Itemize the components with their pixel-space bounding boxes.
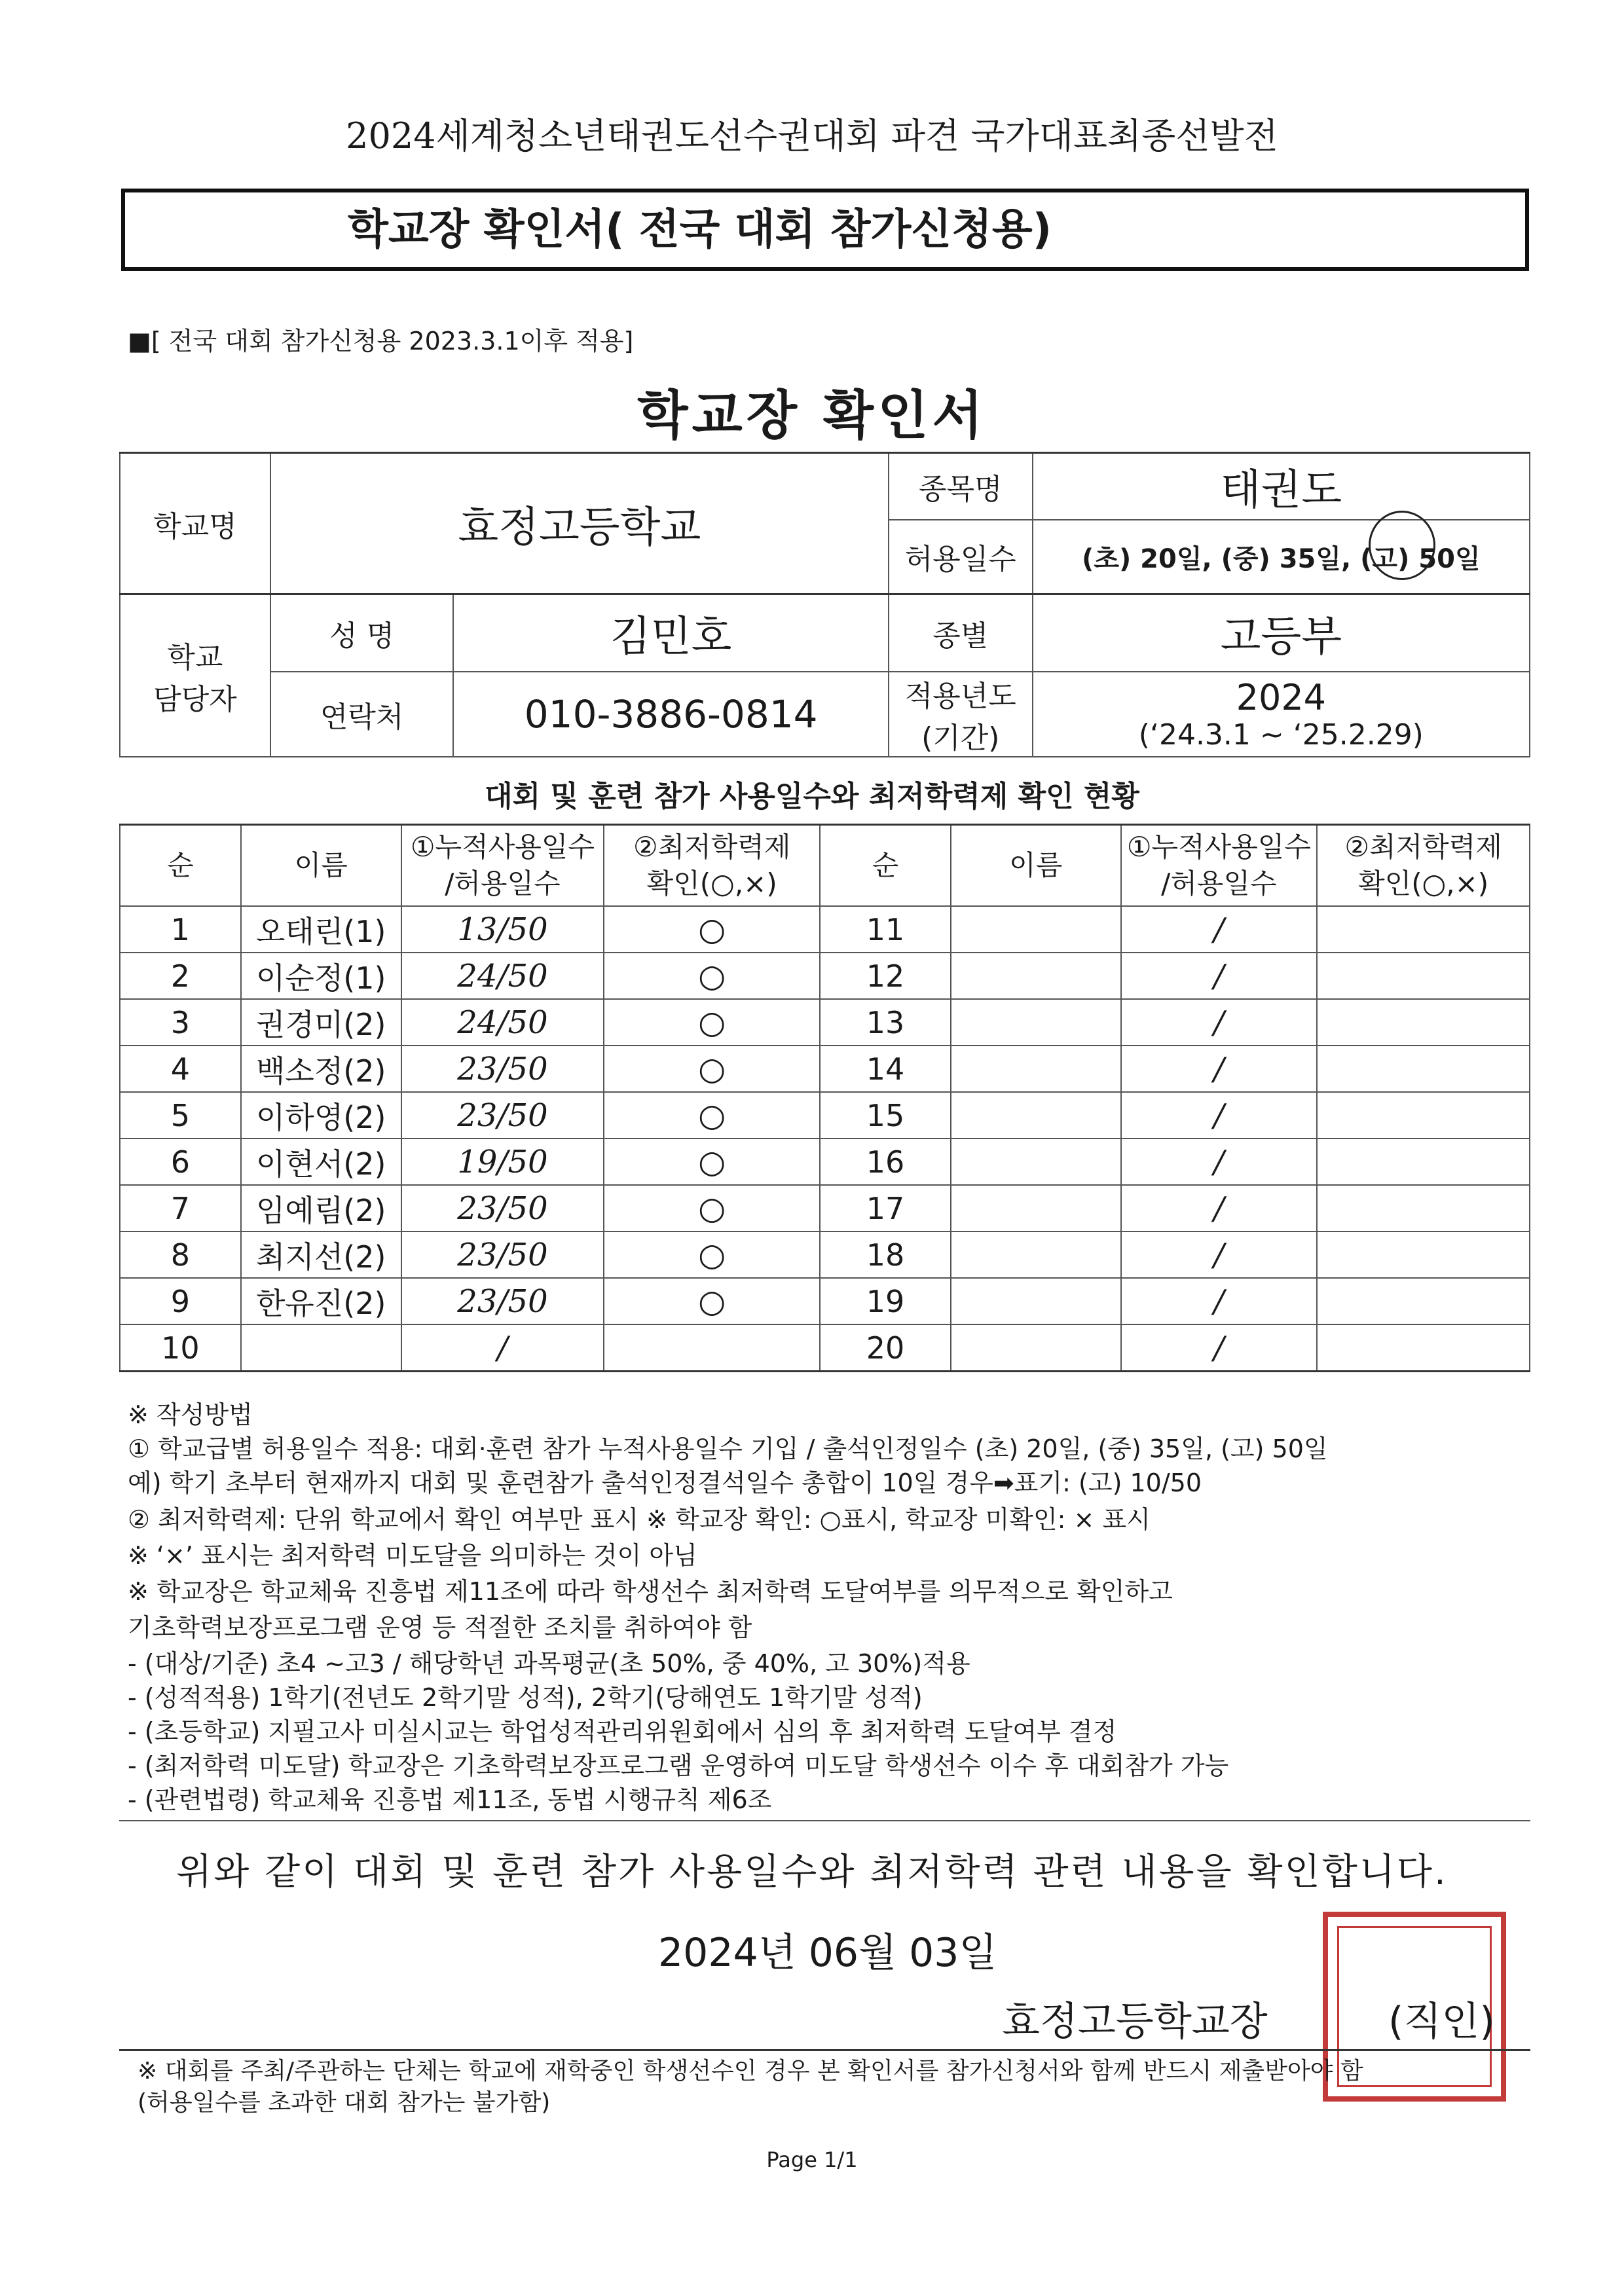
cell-no: 13 bbox=[820, 999, 951, 1046]
participant-table bbox=[119, 824, 1530, 1372]
school-name: 효정고등학교 bbox=[270, 453, 889, 594]
instruction-line: - (초등학교) 지필고사 미실시교는 학업성적관리위원회에서 심의 후 최저학력 도달여부 결정 bbox=[128, 1717, 1117, 1746]
cell-no: 3 bbox=[120, 999, 241, 1046]
cell-no: 9 bbox=[120, 1278, 241, 1324]
cell-days: / bbox=[1121, 1046, 1318, 1092]
header-check: ②최저학력제 확인(○,×) bbox=[604, 825, 820, 907]
cell-days: 13/50 bbox=[401, 906, 604, 953]
cell-no: 6 bbox=[120, 1139, 241, 1185]
issue-date: 2024년 06월 03일 bbox=[658, 1930, 997, 1976]
table-row bbox=[120, 953, 1530, 999]
table-row bbox=[120, 906, 1530, 953]
contact-label: 연락처 bbox=[270, 672, 454, 757]
cell-days: 23/50 bbox=[401, 1046, 604, 1092]
division-label: 종별 bbox=[889, 594, 1033, 672]
page-number: Page 1/1 bbox=[766, 2147, 858, 2172]
header-no-right: 순 bbox=[820, 825, 951, 907]
cell-check bbox=[604, 1324, 820, 1372]
cell-check: ○ bbox=[604, 1278, 820, 1324]
year-cell bbox=[1033, 672, 1530, 757]
cell-days: 19/50 bbox=[401, 1139, 604, 1185]
instruction-title: ※ 작성방법 bbox=[128, 1400, 253, 1429]
table-row bbox=[120, 1092, 1530, 1139]
cell-days: / bbox=[1121, 1185, 1318, 1231]
instruction-line: - (최저학력 미도달) 학교장은 기초학력보장프로그램 운영하여 미도달 학생선수 이수 후 대회참가 가능 bbox=[128, 1751, 1229, 1780]
cell-name bbox=[951, 1231, 1121, 1278]
cell-name bbox=[951, 1185, 1121, 1231]
cell-days: 24/50 bbox=[401, 999, 604, 1046]
cell-check bbox=[1317, 953, 1530, 999]
cell-no: 1 bbox=[120, 906, 241, 953]
divider bbox=[119, 2049, 1530, 2051]
instruction-line: ② 최저학력제: 단위 학교에서 확인 여부만 표시 ※ 학교장 확인: ○표시, 학교장 미확인: × 표시 bbox=[128, 1505, 1151, 1534]
header-no: 순 bbox=[120, 825, 241, 907]
cell-check: ○ bbox=[604, 906, 820, 953]
cell-check bbox=[1317, 1092, 1530, 1139]
allowed-days-label: 허용일수 bbox=[889, 520, 1033, 594]
header-days: ①누적사용일수 /허용일수 bbox=[401, 825, 604, 907]
cell-check bbox=[1317, 906, 1530, 953]
table-row bbox=[120, 1231, 1530, 1278]
table-row bbox=[120, 999, 1530, 1046]
cell-days: / bbox=[1121, 1231, 1318, 1278]
cell-days: / bbox=[1121, 1092, 1318, 1139]
cell-days: / bbox=[1121, 1278, 1318, 1324]
cell-name: 이하영(2) bbox=[241, 1092, 401, 1139]
cell-check: ○ bbox=[604, 1231, 820, 1278]
cell-no: 20 bbox=[820, 1324, 951, 1372]
year-value: 2024 bbox=[1236, 676, 1327, 718]
instruction-line: ※ 학교장은 학교체육 진흥법 제11조에 따라 학생선수 최저학력 도달여부를 의무적으로 확인하고 bbox=[128, 1577, 1173, 1606]
footer-note-line: (허용일수를 초과한 대회 참가는 불가함) bbox=[138, 2089, 551, 2116]
cell-check: ○ bbox=[604, 1185, 820, 1231]
cell-name bbox=[951, 1278, 1121, 1324]
cell-check bbox=[1317, 1185, 1530, 1231]
instruction-line: ※ ‘×’ 표시는 최저학력 미도달을 의미하는 것이 아님 bbox=[128, 1541, 697, 1570]
cell-no: 2 bbox=[120, 953, 241, 999]
cell-name: 권경미(2) bbox=[241, 999, 401, 1046]
boxed-title: 학교장 확인서( 전국 대회 참가신청용) bbox=[348, 206, 1052, 254]
cell-no: 14 bbox=[820, 1046, 951, 1092]
cell-days: 23/50 bbox=[401, 1185, 604, 1231]
instruction-line: - (성적적용) 1학기(전년도 2학기말 성적), 2학기(당해연도 1학기말 성적) bbox=[128, 1683, 923, 1712]
table-row bbox=[120, 1324, 1530, 1372]
cell-name bbox=[951, 1324, 1121, 1372]
title-box bbox=[121, 189, 1529, 271]
cell-no: 12 bbox=[820, 953, 951, 999]
cell-no: 17 bbox=[820, 1185, 951, 1231]
cell-name bbox=[951, 906, 1121, 953]
cell-name: 한유진(2) bbox=[241, 1278, 401, 1324]
applicability-note: ■[ 전국 대회 참가신청용 2023.3.1이후 적용] bbox=[128, 327, 634, 355]
cell-check bbox=[1317, 1139, 1530, 1185]
cell-check: ○ bbox=[604, 1046, 820, 1092]
cell-no: 18 bbox=[820, 1231, 951, 1278]
division-value: 고등부 bbox=[1033, 594, 1530, 672]
cell-name: 이현서(2) bbox=[241, 1139, 401, 1185]
cell-days: 23/50 bbox=[401, 1278, 604, 1324]
cell-name bbox=[951, 1046, 1121, 1092]
cell-no: 7 bbox=[120, 1185, 241, 1231]
cell-days: 23/50 bbox=[401, 1092, 604, 1139]
cell-name: 백소정(2) bbox=[241, 1046, 401, 1092]
cell-name bbox=[951, 953, 1121, 999]
instruction-line: 기초학력보장프로그램 운영 등 적절한 조치를 취하여야 함 bbox=[128, 1613, 752, 1642]
cell-days: / bbox=[1121, 1139, 1318, 1185]
school-label: 학교명 bbox=[120, 453, 270, 594]
header-days-right: ①누적사용일수 /허용일수 bbox=[1121, 825, 1318, 907]
instruction-line: - (관련법령) 학교체육 진흥법 제11조, 동법 시행규칙 제6조 bbox=[128, 1785, 772, 1814]
manager-name: 김민호 bbox=[453, 594, 888, 672]
cell-days: / bbox=[1121, 999, 1318, 1046]
year-label: 적용년도 (기간) bbox=[889, 672, 1033, 757]
cell-no: 19 bbox=[820, 1278, 951, 1324]
table-row bbox=[120, 1185, 1530, 1231]
cell-no: 10 bbox=[120, 1324, 241, 1372]
seal-label: (직인) bbox=[1388, 1999, 1495, 2045]
cell-days: / bbox=[401, 1324, 604, 1372]
cell-days: / bbox=[1121, 953, 1318, 999]
cell-days: 23/50 bbox=[401, 1231, 604, 1278]
cell-name: 임예림(2) bbox=[241, 1185, 401, 1231]
cell-days: 24/50 bbox=[401, 953, 604, 999]
cell-name bbox=[951, 999, 1121, 1046]
allowed-days-value: (초) 20일, (중) 35일, (고) 50일 bbox=[1033, 520, 1530, 594]
manager-label: 학교 담당자 bbox=[120, 594, 270, 757]
document-title: 학교장 확인서 bbox=[637, 385, 987, 446]
header-check-right: ②최저학력제 확인(○,×) bbox=[1317, 825, 1530, 907]
section-title: 대회 및 훈련 참가 사용일수와 최저학력제 확인 현황 bbox=[485, 780, 1139, 813]
event-title: 2024세계청소년태권도선수권대회 파견 국가대표최종선발전 bbox=[346, 115, 1278, 156]
cell-check bbox=[1317, 1278, 1530, 1324]
cell-name bbox=[951, 1139, 1121, 1185]
signer-name: 효정고등학교장 bbox=[1002, 1999, 1268, 2045]
cell-name: 오태린(1) bbox=[241, 906, 401, 953]
cell-no: 11 bbox=[820, 906, 951, 953]
cell-check bbox=[1317, 999, 1530, 1046]
sport-value: 태권도 bbox=[1033, 453, 1530, 520]
cell-check: ○ bbox=[604, 1092, 820, 1139]
divider bbox=[119, 1820, 1530, 1821]
sport-label: 종목명 bbox=[889, 453, 1033, 520]
table-row bbox=[120, 1139, 1530, 1185]
footer-note bbox=[138, 2056, 1363, 2119]
instruction-line: ① 학교급별 허용일수 적용: 대회·훈련 참가 누적사용일수 기입 / 출석인정일수 (초) 20일, (중) 35일, (고) 50일 bbox=[128, 1434, 1328, 1463]
confirmation-statement: 위와 같이 대회 및 훈련 참가 사용일수와 최저학력 관련 내용을 확인합니다. bbox=[176, 1851, 1448, 1893]
table-row bbox=[120, 1046, 1530, 1092]
cell-name: 이순정(1) bbox=[241, 953, 401, 999]
instruction-line: - (대상/기준) 초4 ~고3 / 해당학년 과목평균(초 50%, 중 40%, 고 30%)적용 bbox=[128, 1649, 970, 1678]
cell-days: / bbox=[1121, 906, 1318, 953]
cell-days: / bbox=[1121, 1324, 1318, 1372]
name-label: 성 명 bbox=[270, 594, 454, 672]
cell-name bbox=[241, 1324, 401, 1372]
instruction-line: 예) 학기 초부터 현재까지 대회 및 훈련참가 출석인정결석일수 총합이 10일 경우➡표기: (고) 10/50 bbox=[128, 1468, 1202, 1497]
cell-name bbox=[951, 1092, 1121, 1139]
header-name: 이름 bbox=[241, 825, 401, 907]
cell-no: 15 bbox=[820, 1092, 951, 1139]
info-table bbox=[119, 452, 1530, 757]
cell-no: 4 bbox=[120, 1046, 241, 1092]
cell-no: 5 bbox=[120, 1092, 241, 1139]
hand-drawn-circle bbox=[1369, 511, 1435, 580]
cell-check: ○ bbox=[604, 953, 820, 999]
cell-check bbox=[1317, 1231, 1530, 1278]
cell-check: ○ bbox=[604, 999, 820, 1046]
cell-no: 16 bbox=[820, 1139, 951, 1185]
cell-check: ○ bbox=[604, 1139, 820, 1185]
cell-no: 8 bbox=[120, 1231, 241, 1278]
cell-check bbox=[1317, 1324, 1530, 1372]
contact-value: 010-3886-0814 bbox=[453, 672, 888, 757]
cell-check bbox=[1317, 1046, 1530, 1092]
footer-note-line: ※ 대회를 주최/주관하는 단체는 학교에 재학중인 학생선수인 경우 본 확인서를 참가신청서와 함께 반드시 제출받아야 함 bbox=[138, 2058, 1363, 2085]
table-row bbox=[120, 1278, 1530, 1324]
period-value: (‘24.3.1 ~ ‘25.2.29) bbox=[1138, 718, 1424, 752]
header-name-right: 이름 bbox=[951, 825, 1121, 907]
cell-name: 최지선(2) bbox=[241, 1231, 401, 1278]
